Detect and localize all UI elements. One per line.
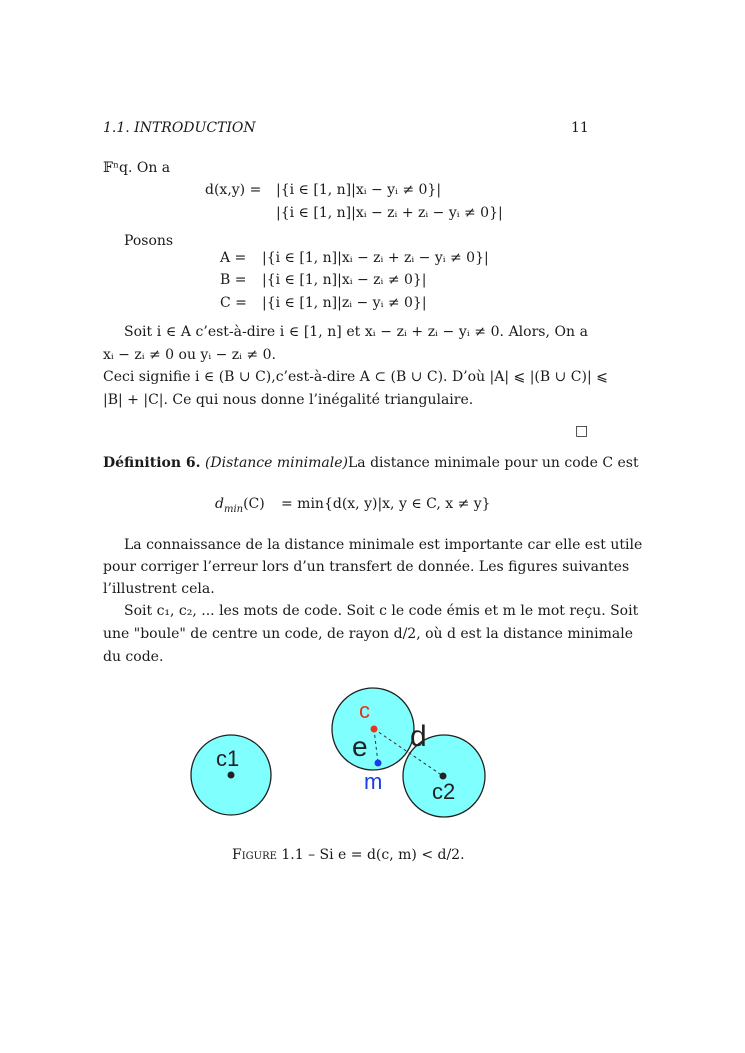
qed-symbol: □ <box>575 423 589 439</box>
dmin-rhs: = min{d(x, y)|x, y ∈ C, x ≠ y} <box>281 496 491 512</box>
paragraph2-line-1: Soit c₁, c₂, ... les mots de code. Soit c le code émis et m le mot reçu. Soit <box>124 603 639 619</box>
paragraph1-line-1: La connaissance de la distance minimale est importante car elle est utile <box>124 537 643 553</box>
distance-lhs: d(x,y) = <box>205 182 262 198</box>
definition-label: Définition 6. <box>103 455 201 471</box>
set-b-rhs: |{i ∈ [1, n]|xᵢ − zᵢ ≠ 0}| <box>262 272 427 288</box>
label-c: c <box>359 698 370 723</box>
label-e: e <box>352 731 368 762</box>
label-c2: c2 <box>432 779 456 804</box>
posons-label: Posons <box>124 233 174 249</box>
dmin-lhs: $d_{min}(C)$ <box>215 496 265 515</box>
paragraph1-line-2: pour corriger l’erreur lors d’un transfert de donnée. Les figures suivantes <box>103 559 630 575</box>
paragraph1-line-3: l’illustrent cela. <box>103 581 215 597</box>
figure-balls <box>180 680 500 830</box>
label-d: d <box>410 720 427 753</box>
label-c1: c1 <box>216 746 240 771</box>
proof-line-3: Ceci signifie i ∈ (B ∪ C),c’est-à-dire A ⊂ (B ∪ C). D’où |A| ⩽ |(B ∪ C)| ⩽ <box>103 369 608 385</box>
label-m: m <box>364 769 383 794</box>
proof-line-4: |B| + |C|. Ce qui nous donne l’inégalité triangulaire. <box>103 392 474 408</box>
distance-rhs-2: |{i ∈ [1, n]|xᵢ − zᵢ + zᵢ − yᵢ ≠ 0}| <box>276 205 503 221</box>
distance-rhs-1: |{i ∈ [1, n]|xᵢ − yᵢ ≠ 0}| <box>276 182 442 198</box>
point-c1 <box>228 772 235 779</box>
definition-text: La distance minimale pour un code C est <box>347 455 639 471</box>
set-b-lhs: B = <box>220 272 247 288</box>
point-c <box>371 726 378 733</box>
running-header-section: 1.1. INTRODUCTION <box>103 120 256 136</box>
page-number: 11 <box>571 120 589 136</box>
caption-prefix: Figure 1.1 <box>232 847 304 863</box>
set-a-rhs: |{i ∈ [1, n]|xᵢ − zᵢ + zᵢ − yᵢ ≠ 0}| <box>262 250 489 266</box>
definition-name: (Distance minimale) <box>204 455 348 471</box>
proof-line-2: xᵢ − zᵢ ≠ 0 ou yᵢ − zᵢ ≠ 0. <box>103 347 276 363</box>
set-c-lhs: C = <box>220 295 247 311</box>
paragraph2-line-2: une "boule" de centre un code, de rayon d/2, où d est la distance minimale <box>103 626 634 642</box>
point-m <box>375 760 382 767</box>
caption-text: – Si e = d(c, m) < d/2. <box>303 847 465 863</box>
figure-caption <box>232 847 465 863</box>
set-c-rhs: |{i ∈ [1, n]|zᵢ − yᵢ ≠ 0}| <box>262 295 427 311</box>
definition-6 <box>103 455 639 471</box>
intro-line: 𝔽ⁿq. On a <box>103 160 171 176</box>
set-a-lhs: A = <box>220 250 247 266</box>
proof-line-1: Soit i ∈ A c’est-à-dire i ∈ [1, n] et xᵢ − zᵢ + zᵢ − yᵢ ≠ 0. Alors, On a <box>124 324 588 340</box>
paragraph2-line-3: du code. <box>103 649 164 665</box>
